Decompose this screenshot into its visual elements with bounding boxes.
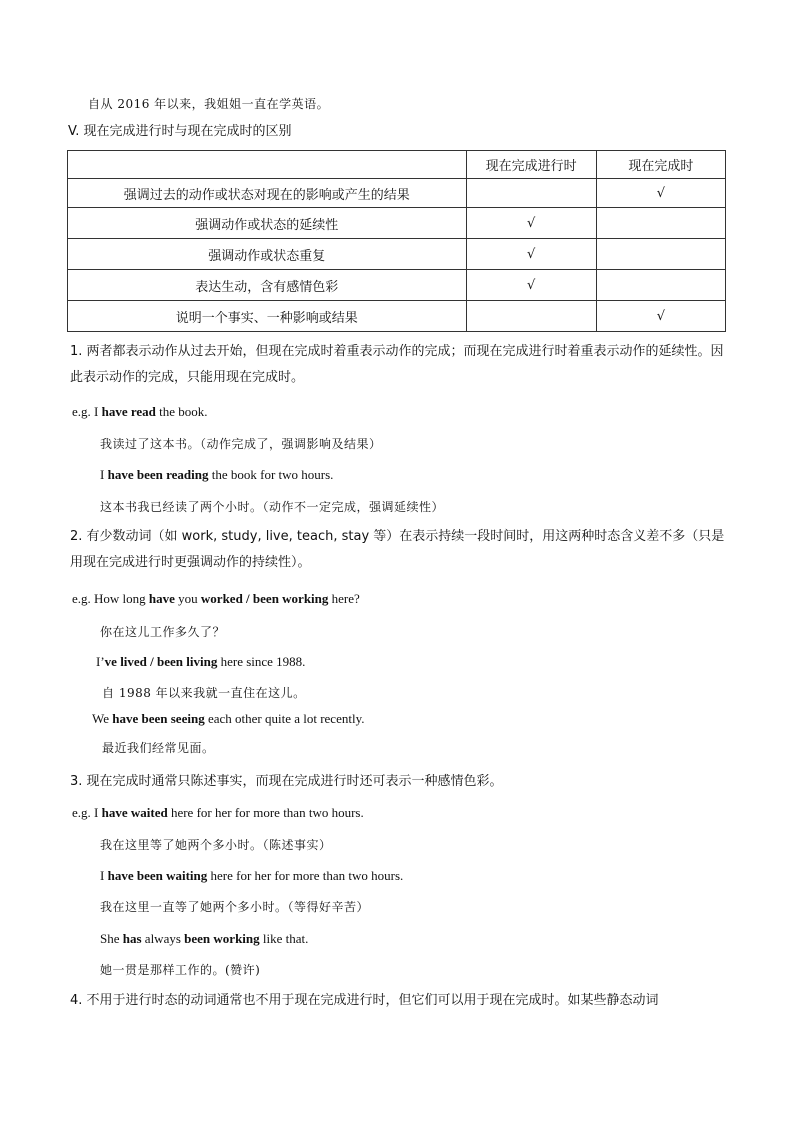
table-row-label: 强调动作或状态的延续性 (68, 208, 467, 239)
comparison-table (67, 150, 726, 332)
point-1-example-1: e.g. I have read the book. (72, 404, 208, 419)
point-3-example-3-translation: 她一贯是那样工作的。(赞许) (100, 963, 261, 977)
point-3-example-1-translation: 我在这里等了她两个多小时。（陈述事实） (100, 838, 332, 852)
point-1-example-2: I have been reading the book for two hours. (100, 467, 334, 482)
point-1-example-1-translation: 我读过了这本书。（动作完成了，强调影响及结果） (100, 437, 382, 451)
table-row (68, 179, 726, 208)
table-check-cell (466, 301, 596, 332)
table-row-label: 强调动作或状态重复 (68, 239, 467, 270)
section-heading: V. 现在完成进行时与现在完成时的区别 (68, 124, 292, 139)
point-3-example-2-translation: 我在这里一直等了她两个多小时。（等得好辛苦） (100, 900, 370, 914)
table-check-cell (596, 208, 725, 239)
table-header-row (68, 151, 726, 179)
table-header-cell: 现在完成进行时 (466, 151, 596, 179)
table-check-cell (596, 239, 725, 270)
point-2-example-3-translation: 最近我们经常见面。 (102, 741, 215, 755)
table-check-cell: √ (466, 270, 596, 301)
point-4-text: 4. 不用于进行时态的动词通常也不用于现在完成进行时，但它们可以用于现在完成时。如某些静态动词 (70, 993, 659, 1008)
table-check-cell: √ (466, 239, 596, 270)
point-3-example-2: I have been waiting here for her for more than two hours. (100, 868, 404, 883)
table-check-cell: √ (466, 208, 596, 239)
point-3-example-3: She has always been working like that. (100, 931, 309, 946)
table-row-label: 表达生动，含有感情色彩 (68, 270, 467, 301)
table-check-cell (466, 179, 596, 208)
point-3-text: 3. 现在完成时通常只陈述事实，而现在完成进行时还可表示一种感情色彩。 (70, 774, 503, 789)
point-3-example-1: e.g. I have waited here for her for more than two hours. (72, 805, 364, 820)
table-row (68, 270, 726, 301)
table-check-cell: √ (596, 301, 725, 332)
table-row (68, 301, 726, 332)
point-2-example-2: I’ve lived / been living here since 1988. (96, 654, 306, 669)
point-1-example-2-translation: 这本书我已经读了两个小时。（动作不一定完成，强调延续性） (100, 500, 445, 514)
point-2-text: 2. 有少数动词（如 work, study, live, teach, stay 等）在表示持续一段时间时，用这两种时态含义差不多（只是用现在完成进行时更强调动作的持续性）。 (70, 529, 725, 570)
table-row (68, 208, 726, 239)
table-row-label: 说明一个事实、一种影响或结果 (68, 301, 467, 332)
table-check-cell: √ (596, 179, 725, 208)
point-2-example-3: We have been seeing each other quite a lot recently. (92, 711, 365, 726)
table-header-cell: 现在完成时 (596, 151, 725, 179)
point-1-text: 1. 两者都表示动作从过去开始，但现在完成时着重表示动作的完成；而现在完成进行时着重表示动作的延续性。因此表示动作的完成，只能用现在完成时。 (70, 344, 724, 385)
table-check-cell (596, 270, 725, 301)
table-header-cell (68, 151, 467, 179)
point-2-example-1: e.g. How long have you worked / been working here? (72, 591, 360, 606)
intro-sentence: 自从 2016 年以来，我姐姐一直在学英语。 (88, 97, 330, 111)
point-2-example-2-translation: 自 1988 年以来我就一直住在这儿。 (102, 686, 306, 700)
table-row-label: 强调过去的动作或状态对现在的影响或产生的结果 (68, 179, 467, 208)
table-row (68, 239, 726, 270)
point-2-example-1-translation: 你在这儿工作多久了？ (100, 625, 226, 639)
